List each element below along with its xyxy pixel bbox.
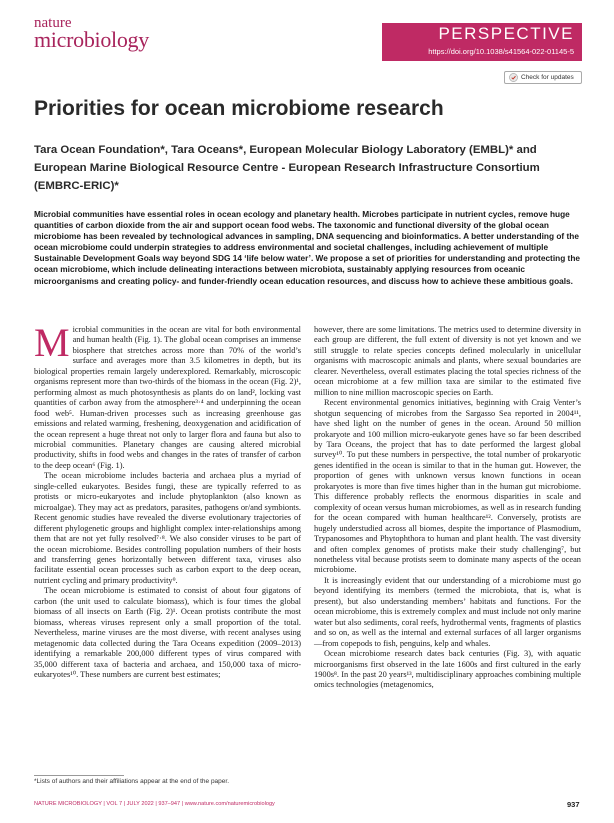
page-number: 937 [567, 800, 580, 809]
abstract: Microbial communities have essential roles in ocean ecology and planetary health. Microbes participate in nutrient cycles, remove huge quantities of carbon dioxide from the air and support ocean food webs. The taxonomic and functional diversity of the global ocean microbiome has been revealed by technological advances in sampling, DNA sequencing and bioinformatics. A better understanding of the ocean microbiome could underpin strategies to address environmental and societal challenges, including achievement of multiple Sustainable Development Goals way beyond SDG 14 ‘life below water’. We propose a set of priorities for understanding and protecting the ocean microbiome, which include delineating interactions between microbiota, sustainably applying resources from oceanic microorganisms and creating policy- and funder-friendly ocean education resources, and discuss how to achieve these ambitious goals. [34, 209, 581, 286]
article-type-label: PERSPECTIVE [438, 24, 574, 43]
check-for-updates-button[interactable] [504, 71, 582, 84]
logo-line-nature: nature [34, 15, 72, 31]
paragraph: The ocean microbiome includes bacteria and archaea plus a myriad of single-celled eukaryotes. Besides fungi, these are typically referred to as protists or micro-eukaryotes and include phytoplankton (also known as microalgae). They may act as predators, parasites, pathogens or/and symbionts. Recent genomic studies have revealed the diverse evolutionary trajectories of different phylogenetic groups and highlight complex inter-relationships among them that are not yet fully resolved⁷·⁸. We also consider viruses to be part of the ocean microbiome. Besides controlling population numbers of their hosts and transferring genes horizontally between different taxa, viruses also facilitate essential ocean processes such as carbon export to the deep ocean, nutrient cycling and primary productivity⁹. [34, 471, 301, 585]
body-column-left [34, 320, 301, 680]
paragraph: Ocean microbiome research dates back centuries (Fig. 3), with aquatic microorganisms first observed in the late 1600s and first cultured in the early 1900s⁸. In the past 20 years¹³, multidisciplinary approaches combining multiple omics technologies (metagenomics, [314, 649, 581, 690]
check-for-updates-label: Check for updates [521, 74, 574, 81]
footnote-divider [34, 775, 124, 776]
doi-link[interactable]: https://doi.org/10.1038/s41564-022-01145-5 [428, 47, 574, 56]
paragraph: It is increasingly evident that our understanding of a microbiome must go beyond identifying its members (termed the microbiota, that is, what is present), but also understanding members’ habitats and functions. For the ocean microbiome, this is extremely complex and must include not only marine water but also sediments, coral reefs, hydrothermal vents, fragments of plastics and so on, as well as the internal and external surfaces of all larger organisms—from copepods to fish, penguins, kelp and whales. [314, 575, 582, 648]
body-column-right [314, 325, 581, 691]
logo-line-microbiology: microbiology [34, 27, 149, 52]
journal-logo[interactable] [34, 16, 149, 50]
footnote: *Lists of authors and their affiliations appear at the end of the paper. [34, 778, 230, 785]
paragraph [34, 320, 301, 471]
paragraph: however, there are some limitations. The metrics used to determine diversity in each group are different, the full extent of diversity is not yet known and we still struggle to relate species concepts defined molecularly in unicellular organisms with macroscopic animals and plants, where sexual boundaries are clearer. Nevertheless, overall estimates placing the total species richness of the ocean microbiome at a few million taxa are similar to the estimated five million to nine million macroscopic species on Earth. [314, 325, 581, 397]
update-badge-icon [509, 73, 518, 82]
drop-cap: M [34, 320, 70, 365]
paragraph: The ocean microbiome is estimated to consist of about four gigatons of carbon (the unit used to calculate biomass), which is four times the global biomass of all insects on Earth (Fig. 2)¹. Ocean protists contribute the most biomass, whereas viruses represent only a small proportion of the total. Nevertheless, marine viruses are the most diverse, with recent analyses using metagenomic data collected during the Tara Oceans expedition (2009–2013) identifying a remarkable 200,000 different types of virus compared with 35,000 different taxa of bacteria and archaea, and 150,000 taxa of micro-eukaryotes¹⁰. These numbers are current best estimates; [34, 586, 301, 679]
page-footer: NATURE MICROBIOLOGY | VOL 7 | JULY 2022 | 937–947 | www.nature.com/naturemicrobiology [34, 801, 275, 807]
paragraph: Recent environmental genomics initiatives, beginning with Craig Venter’s shotgun sequencing of microbes from the Sargasso Sea reported in 2004¹¹, have shed light on the number of genes in the ocean. Around 50 million prokaryote and 100 million micro-eukaryote genes have so far been described by Tara Oceans, the project that has to date performed the largest global survey¹⁰. To put these numbers in perspective, the total number of prokaryotic genes identified in the ocean is similar to that in the human gut. However, the proportion of genes with unknown versus known functions in ocean prokaryotes is more than five times higher than in the human gut microbiome. This difference probably reflects the enormous disparities in scale and complexity of ocean versus human microbiomes, as well as in research funding for the ocean compared with human healthcare¹². Conversely, protists are hugely understudied across all biomes, despite the importance of Plasmodium, Trypanosomes and Phytophthora to human and plant health. The vast diversity and often complex genomes of protists make their study challenging⁷, but nonetheless vital because protists seem to dominate many aspects of the ocean microbiome. [314, 398, 581, 575]
author-list: Tara Ocean Foundation*, Tara Oceans*, European Molecular Biology Laboratory (EMBL)* and European Marine Biological Resource Centre - European Research Infrastructure Consortium (EMBRC-ERIC)* [34, 144, 540, 192]
article-type-banner [382, 23, 582, 61]
paragraph-text: icrobial communities in the ocean are vital for both environmental and human health (Fig. 1). The global ocean comprises an immense biosphere that stretches across more than 70% of the world’s surface and averages more than 3.5 kilometres in depth, but its biological properties remain largely underexplored. Remarkably, microscopic organisms represent more than two-thirds of the biomass in the ocean (Fig. 2)¹, performing almost as much photosynthesis as plants do on land², locking vast quantities of carbon away from the atmosphere³·⁴ and underpinning the ocean food web⁵. Human-driven processes such as increasing greenhouse gas emissions and related warming, freshening, deoxygenation and acidification of the ocean represent a huge threat not only to larger flora and fauna but also to microbial communities. Planetary changes are causing altered microbial productivity, shifts in food webs and changes in the rates of transfer of carbon to the deep ocean⁶ (Fig. 1). [34, 325, 301, 470]
article-title: Priorities for ocean microbiome research [34, 97, 444, 120]
